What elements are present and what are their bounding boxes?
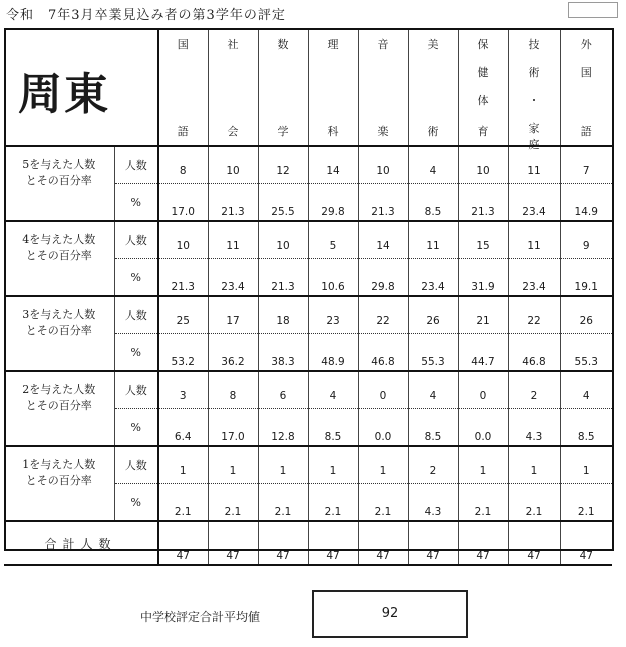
unit-count-label: 人数 bbox=[114, 221, 158, 259]
subject-char: 国 bbox=[177, 38, 189, 51]
count-cell: 11 bbox=[408, 221, 458, 259]
subject-header-cell bbox=[408, 28, 458, 146]
subject-char: 数 bbox=[277, 38, 289, 51]
percent-cell: 53.2 bbox=[158, 334, 208, 372]
count-cell: 1 bbox=[258, 446, 308, 484]
percent-cell: 21.3 bbox=[208, 184, 258, 222]
grade-label-cell bbox=[4, 371, 114, 446]
count-cell: 8 bbox=[208, 371, 258, 409]
grade-label bbox=[4, 382, 114, 414]
total-cell: 47 bbox=[358, 521, 408, 565]
count-cell: 10 bbox=[258, 221, 308, 259]
count-cell: 11 bbox=[208, 221, 258, 259]
subject-header bbox=[409, 28, 458, 145]
unit-count-label: 人数 bbox=[114, 446, 158, 484]
percent-cell: 8.5 bbox=[308, 409, 358, 447]
subject-name-top bbox=[228, 36, 239, 52]
subject-name-top bbox=[478, 36, 489, 108]
subject-header bbox=[309, 28, 358, 145]
percent-cell: 36.2 bbox=[208, 334, 258, 372]
grade-label-line2: とその百分率 bbox=[25, 399, 92, 412]
subject-char: 体 bbox=[477, 94, 489, 107]
subject-name-top bbox=[378, 36, 389, 52]
subject-header bbox=[509, 28, 560, 151]
percent-cell: 0.0 bbox=[358, 409, 408, 447]
percent-cell: 23.4 bbox=[508, 184, 560, 222]
percent-cell: 12.8 bbox=[258, 409, 308, 447]
grade-label-cell bbox=[4, 146, 114, 221]
subject-name-top bbox=[178, 36, 189, 52]
count-cell: 10 bbox=[358, 146, 408, 184]
grade-count-row bbox=[4, 146, 612, 184]
unit-percent-label: % bbox=[114, 259, 158, 297]
percent-cell: 25.5 bbox=[258, 184, 308, 222]
unit-count-label: 人数 bbox=[114, 371, 158, 409]
percent-cell: 17.0 bbox=[208, 409, 258, 447]
percent-cell: 23.4 bbox=[508, 259, 560, 297]
count-cell: 4 bbox=[308, 371, 358, 409]
average-label: 中学校評定合計平均値 bbox=[140, 610, 261, 624]
percent-cell: 2.1 bbox=[560, 484, 612, 522]
percent-cell: 31.9 bbox=[458, 259, 508, 297]
count-cell: 14 bbox=[308, 146, 358, 184]
subject-char: 健 bbox=[477, 66, 489, 79]
subject-char: 学 bbox=[277, 125, 289, 138]
average-value-box: 92 bbox=[312, 590, 468, 638]
grade-count-row bbox=[4, 371, 612, 409]
percent-cell: 38.3 bbox=[258, 334, 308, 372]
count-cell: 2 bbox=[508, 371, 560, 409]
subject-char: 保 bbox=[477, 38, 489, 51]
total-label: 合計人数 bbox=[4, 521, 158, 565]
grade-label-line1: 4を与えた人数 bbox=[22, 233, 96, 246]
percent-cell: 2.1 bbox=[158, 484, 208, 522]
count-cell: 22 bbox=[358, 296, 408, 334]
subject-header-cell bbox=[258, 28, 308, 146]
percent-cell: 4.3 bbox=[508, 409, 560, 447]
count-cell: 1 bbox=[508, 446, 560, 484]
count-cell: 3 bbox=[158, 371, 208, 409]
percent-cell: 46.8 bbox=[358, 334, 408, 372]
subject-header-cell bbox=[358, 28, 408, 146]
percent-cell: 55.3 bbox=[560, 334, 612, 372]
count-cell: 17 bbox=[208, 296, 258, 334]
subject-header-cell bbox=[458, 28, 508, 146]
count-cell: 2 bbox=[408, 446, 458, 484]
subject-char: 美 bbox=[427, 38, 439, 51]
percent-cell: 2.1 bbox=[358, 484, 408, 522]
count-cell: 11 bbox=[508, 146, 560, 184]
total-cell: 47 bbox=[308, 521, 358, 565]
subject-char: 術 bbox=[427, 125, 439, 138]
percent-cell: 2.1 bbox=[258, 484, 308, 522]
count-cell: 23 bbox=[308, 296, 358, 334]
subject-char: 国 bbox=[580, 66, 592, 79]
percent-cell: 29.8 bbox=[308, 184, 358, 222]
subject-header-cell bbox=[308, 28, 358, 146]
total-cell: 47 bbox=[508, 521, 560, 565]
count-cell: 4 bbox=[560, 371, 612, 409]
unit-percent-label: % bbox=[114, 334, 158, 372]
grade-label-line2: とその百分率 bbox=[25, 249, 92, 262]
subject-char: 庭 bbox=[528, 138, 540, 151]
grade-label-line2: とその百分率 bbox=[25, 174, 92, 187]
count-cell: 7 bbox=[560, 146, 612, 184]
percent-cell: 19.1 bbox=[560, 259, 612, 297]
percent-cell: 8.5 bbox=[560, 409, 612, 447]
count-cell: 26 bbox=[408, 296, 458, 334]
subject-name-top bbox=[581, 36, 592, 80]
count-cell: 9 bbox=[560, 221, 612, 259]
subject-name-top bbox=[278, 36, 289, 52]
subject-header bbox=[561, 28, 613, 145]
document-title: 令和 7年3月卒業見込み者の第3学年の評定 bbox=[6, 8, 286, 23]
school-name-cell bbox=[4, 28, 158, 146]
unit-count-label: 人数 bbox=[114, 296, 158, 334]
total-row bbox=[4, 521, 612, 565]
grade-table bbox=[4, 28, 612, 566]
subject-name-top bbox=[428, 36, 439, 52]
percent-cell: 21.3 bbox=[458, 184, 508, 222]
percent-cell: 2.1 bbox=[458, 484, 508, 522]
percent-cell: 8.5 bbox=[408, 409, 458, 447]
percent-cell: 14.9 bbox=[560, 184, 612, 222]
subject-char: 社 bbox=[227, 38, 239, 51]
total-cell: 47 bbox=[258, 521, 308, 565]
subject-header bbox=[459, 28, 508, 145]
percent-cell: 23.4 bbox=[208, 259, 258, 297]
count-cell: 22 bbox=[508, 296, 560, 334]
percent-cell: 2.1 bbox=[508, 484, 560, 522]
subject-char: 術 bbox=[528, 66, 540, 79]
subject-char: 理 bbox=[327, 38, 339, 51]
count-cell: 15 bbox=[458, 221, 508, 259]
grade-label-line1: 1を与えた人数 bbox=[22, 458, 96, 471]
subject-char: 会 bbox=[227, 125, 239, 138]
count-cell: 0 bbox=[458, 371, 508, 409]
subject-char: 育 bbox=[477, 125, 489, 138]
grade-label-cell bbox=[4, 296, 114, 371]
subject-header-cell bbox=[208, 28, 258, 146]
grade-label bbox=[4, 307, 114, 339]
total-cell: 47 bbox=[408, 521, 458, 565]
count-cell: 26 bbox=[560, 296, 612, 334]
total-cell: 47 bbox=[560, 521, 612, 565]
percent-cell: 46.8 bbox=[508, 334, 560, 372]
subject-char: 技 bbox=[528, 38, 540, 51]
subject-char: 家 bbox=[528, 122, 540, 135]
school-name: 周東 bbox=[18, 69, 110, 120]
percent-cell: 44.7 bbox=[458, 334, 508, 372]
count-cell: 0 bbox=[358, 371, 408, 409]
subject-char: 科 bbox=[327, 125, 339, 138]
subject-char: 楽 bbox=[377, 125, 389, 138]
count-cell: 12 bbox=[258, 146, 308, 184]
subject-header-cell bbox=[508, 28, 560, 151]
count-cell: 1 bbox=[358, 446, 408, 484]
percent-cell: 21.3 bbox=[258, 259, 308, 297]
percent-cell: 21.3 bbox=[358, 184, 408, 222]
subject-header bbox=[209, 28, 258, 145]
unit-percent-label: % bbox=[114, 184, 158, 222]
count-cell: 4 bbox=[408, 146, 458, 184]
percent-cell: 10.6 bbox=[308, 259, 358, 297]
subject-name-top bbox=[529, 36, 540, 136]
unit-percent-label: % bbox=[114, 484, 158, 522]
count-cell: 11 bbox=[508, 221, 560, 259]
count-cell: 10 bbox=[208, 146, 258, 184]
grade-count-row bbox=[4, 221, 612, 259]
count-cell: 1 bbox=[458, 446, 508, 484]
count-cell: 25 bbox=[158, 296, 208, 334]
total-cell: 47 bbox=[158, 521, 208, 565]
percent-cell: 0.0 bbox=[458, 409, 508, 447]
unit-percent-label: % bbox=[114, 409, 158, 447]
count-cell: 4 bbox=[408, 371, 458, 409]
count-cell: 18 bbox=[258, 296, 308, 334]
percent-cell: 48.9 bbox=[308, 334, 358, 372]
subject-header bbox=[159, 28, 208, 145]
percent-cell: 23.4 bbox=[408, 259, 458, 297]
count-cell: 1 bbox=[158, 446, 208, 484]
count-cell: 21 bbox=[458, 296, 508, 334]
unit-count-label: 人数 bbox=[114, 146, 158, 184]
subject-char: ・ bbox=[528, 94, 540, 107]
percent-cell: 17.0 bbox=[158, 184, 208, 222]
count-cell: 5 bbox=[308, 221, 358, 259]
grade-label bbox=[4, 232, 114, 264]
subject-char: 語 bbox=[580, 125, 592, 138]
header-row bbox=[4, 28, 612, 146]
grade-label-line1: 2を与えた人数 bbox=[22, 383, 96, 396]
grade-label-line2: とその百分率 bbox=[25, 324, 92, 337]
subject-header bbox=[259, 28, 308, 145]
grade-label bbox=[4, 157, 114, 189]
grade-label-line1: 3を与えた人数 bbox=[22, 308, 96, 321]
percent-cell: 8.5 bbox=[408, 184, 458, 222]
percent-cell: 21.3 bbox=[158, 259, 208, 297]
percent-cell: 2.1 bbox=[208, 484, 258, 522]
count-cell: 1 bbox=[560, 446, 612, 484]
percent-cell: 55.3 bbox=[408, 334, 458, 372]
grade-label-cell bbox=[4, 221, 114, 296]
percent-cell: 2.1 bbox=[308, 484, 358, 522]
grade-label-cell bbox=[4, 446, 114, 521]
total-cell: 47 bbox=[208, 521, 258, 565]
grade-label-line1: 5を与えた人数 bbox=[22, 158, 96, 171]
subject-name-top bbox=[328, 36, 339, 52]
grade-count-row bbox=[4, 446, 612, 484]
percent-cell: 29.8 bbox=[358, 259, 408, 297]
subject-char: 音 bbox=[377, 38, 389, 51]
count-cell: 10 bbox=[158, 221, 208, 259]
subject-header-cell bbox=[560, 28, 612, 146]
count-cell: 10 bbox=[458, 146, 508, 184]
count-cell: 1 bbox=[208, 446, 258, 484]
count-cell: 6 bbox=[258, 371, 308, 409]
count-cell: 14 bbox=[358, 221, 408, 259]
count-cell: 1 bbox=[308, 446, 358, 484]
grade-count-row bbox=[4, 296, 612, 334]
subject-header-cell bbox=[158, 28, 208, 146]
subject-char: 語 bbox=[177, 125, 189, 138]
count-cell: 8 bbox=[158, 146, 208, 184]
grade-label-line2: とその百分率 bbox=[25, 474, 92, 487]
grade-label bbox=[4, 457, 114, 489]
subject-header bbox=[359, 28, 408, 145]
percent-cell: 4.3 bbox=[408, 484, 458, 522]
subject-char: 外 bbox=[580, 38, 592, 51]
percent-cell: 6.4 bbox=[158, 409, 208, 447]
total-cell: 47 bbox=[458, 521, 508, 565]
header-stamp bbox=[568, 2, 618, 18]
